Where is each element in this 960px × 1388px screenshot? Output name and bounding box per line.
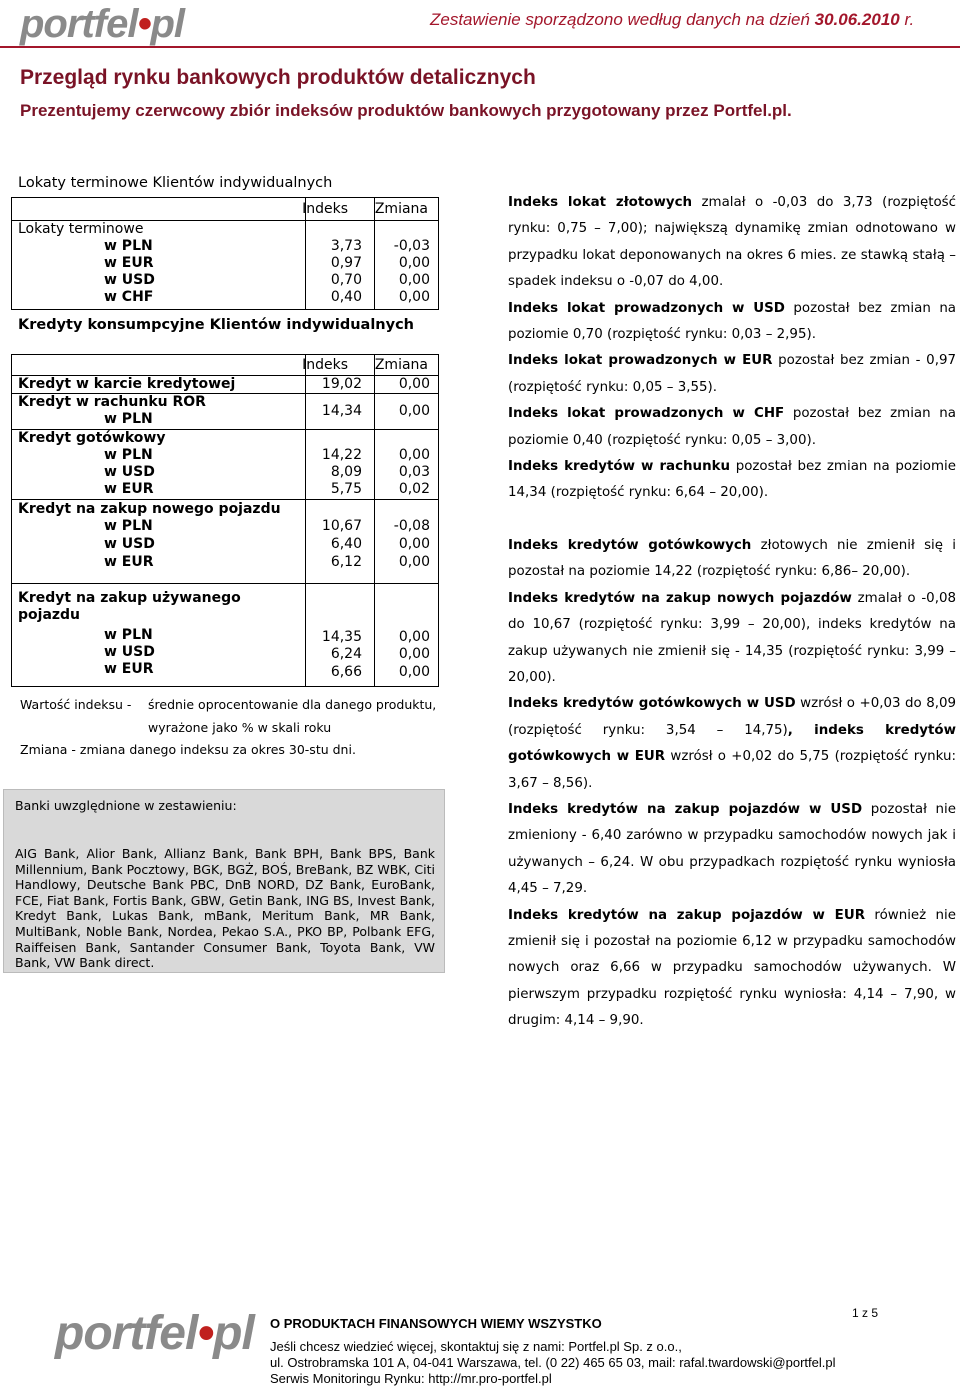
table-row: w USD 6,24 0,00 [104, 644, 430, 662]
page-number: 1 z 5 [852, 1306, 879, 1320]
portfel-logo [20, 2, 184, 47]
deposits-section-title: Lokaty terminowe Klientów indywidualnych [18, 175, 333, 191]
legend-index-label: Wartość indeksu - [20, 697, 132, 712]
footer-logo: portfel•pl [55, 1307, 254, 1360]
table-row: w EUR 6,66 0,00 [104, 661, 430, 680]
table-row: w USD 6,40 0,00 [104, 536, 430, 552]
table-row: w PLN 10,67 -0,08 [104, 518, 430, 534]
col-index-header: Indeks [302, 357, 348, 373]
logo-main-text: portfel [20, 2, 138, 46]
deposits-header-row [12, 201, 438, 219]
col-change-header: Zmiana [374, 201, 428, 217]
table-row: Kredyt na zakup nowego pojazdu [18, 501, 281, 517]
footer-title: O PRODUKTACH FINANSOWYCH WIEMY WSZYSTKO [270, 1316, 602, 1331]
legend-change-desc: Zmiana - zmiana danego indeksu za okres 30-stu dni. [20, 742, 356, 757]
deposits-table [11, 197, 439, 310]
loans-table [11, 354, 439, 687]
table-row: Kredyt w rachunku ROR [18, 394, 206, 410]
footer-contact: Jeśli chcesz wiedzieć więcej, skontaktuj się z nami: Portfel.pl Sp. z o.o., [270, 1339, 682, 1354]
logo-dot: • [137, 2, 151, 46]
commentary-paragraph: Indeks kredytów na zakup pojazdów w USD pozostał nie zmieniony - 6,40 zarówno w przypadku samochodów nowych jak i używanych – 6,24. W obu przypadkach rozpiętość rynku wyniosła 4,45 – 7,29. [508, 801, 956, 897]
page-subtitle: Prezentujemy czerwcowy zbiór indeksów produktów bankowych przygotowany przez Portfel.pl. [20, 101, 792, 120]
table-row: Kredyt na zakup używanego [18, 590, 241, 606]
banks-list: AIG Bank, Alior Bank, Allianz Bank, Bank BPH, Bank BPS, Bank Millennium, Bank Pocztowy, BGK, BGŻ, BOŚ, BreBank, BZ WBK, Citi Handlowy, Deutsche Bank PBC, DnB NORD, DZ Bank, EuroBank, FCE, Fiat Bank, Fortis Bank, GBW, Getin Bank, ING BS, Invest Bank, Kredyt Bank, Lukas Bank, mBank, Meritum Bank, MR Bank, MultiBank, Noble Bank, Nordea, Pekao S.A., PKO BP, Polbank EFG, Raiffeisen Bank, Santander Consumer Bank, Toyota Bank, VW Bank, VW Bank direct. [15, 846, 435, 971]
table-row: w EUR 5,75 0,02 [104, 481, 430, 497]
commentary-paragraph: Indeks kredytów w rachunku pozostał bez zmian na poziomie 14,34 (rozpiętość rynku: 6,64 – 20,00). [508, 459, 956, 501]
commentary-paragraph: Indeks lokat złotowych zmalał o -0,03 do 3,73 (rozpiętość rynku: 0,75 – 7,00); największą dynamikę zmian odnotowano w przypadku lokat deponowanych na okres 6 mies. ze stawką stałą –spadek indeksu o -0,07 do 4,00. [508, 195, 956, 290]
col-change-header: Zmiana [374, 357, 428, 373]
commentary-paragraph: Indeks kredytów na zakup nowych pojazdów zmalał o -0,08 do 10,67 (rozpiętość rynku: 3,99 – 20,00), indeks kredytów na zakup używanych nie zmienił się - 14,35 (rozpiętość rynku: 3,99 – 20,00). [508, 590, 956, 685]
page-title: Przegląd rynku bankowych produktów detalicznych [20, 66, 536, 89]
loans-section-title: Kredyty konsumpcyjne Klientów indywidualnych [18, 317, 414, 333]
table-row: w CHF 0,40 0,00 [104, 289, 430, 305]
table-row: w USD 8,09 0,03 [104, 464, 430, 480]
legend-index-desc-1: średnie oprocentowanie dla danego produktu, [148, 697, 437, 712]
commentary-paragraph: Indeks lokat prowadzonych w USD pozostał bez zmian na poziomie 0,70 (rozpiętość rynku: 0,03 – 2,95). [508, 300, 957, 343]
deposits-group-label: Lokaty terminowe [18, 221, 144, 237]
table-row: w EUR 6,12 0,00 [104, 554, 430, 570]
table-row: Kredyt gotówkowy [18, 430, 166, 446]
banks-title: Banki uwzględnione w zestawieniu: [15, 798, 237, 813]
table-row: Kredyt w karcie kredytowej 19,02 0,00 [18, 376, 430, 392]
commentary-paragraph: Indeks kredytów gotówkowych w USD wzrósł o +0,03 do 8,09 (rozpiętość rynku: 3,54 – 14,75), indeks kredytów gotówkowych w EUR wzrósł o +0,02 do 5,75 (rozpiętość rynku: 3,67 – 8,56). [508, 696, 957, 791]
table-row: w PLN [104, 411, 153, 427]
loans-header-row [12, 357, 438, 375]
footer-address: ul. Ostrobramska 101 A, 04-041 Warszawa, tel. (0 22) 465 65 03, mail: rafal.twardowski@portfel.pl [270, 1355, 836, 1370]
commentary-paragraph: Indeks kredytów gotówkowych złotowych nie zmienił się i pozostał na poziomie 14,22 (rozpiętość rynku: 6,86– 20,00). [508, 537, 956, 580]
commentary-paragraph: Indeks kredytów na zakup pojazdów w EUR również nie zmienił się i pozostał na poziomie 6,12 w przypadku samochodów nowych oraz 6,66 w przypadku samochodów używanych. W pierwszym przypadku rozpiętość rynku wyniosła: 4,14 – 7,90, w drugim: 4,14 – 9,90. [508, 907, 956, 1029]
table-row: w USD 0,70 0,00 [104, 272, 430, 288]
deposits-group-row [12, 221, 438, 239]
report-date: Zestawienie sporządzono według danych na dzień 30.06.2010 r. [430, 10, 915, 29]
banks-box [3, 789, 445, 973]
table-row: 14,34 0,00 [321, 403, 430, 419]
header-rule [0, 46, 960, 48]
table-row: w PLN 14,35 0,00 [104, 627, 430, 645]
table-row: pojazdu [18, 607, 81, 623]
table-row: w EUR 0,97 0,00 [104, 255, 430, 271]
commentary-paragraph: Indeks lokat prowadzonych w CHF pozostał bez zmian na poziomie 0,40 (rozpiętość rynku: 0,05 – 3,00). [508, 406, 956, 448]
logo-tld-text: pl [150, 2, 184, 46]
legend-index-desc-2: wyrażone jako % w skali roku [148, 720, 332, 735]
table-row: w PLN 14,22 0,00 [104, 447, 430, 463]
footer-link[interactable]: Serwis Monitoringu Rynku: http://mr.pro-portfel.pl [270, 1371, 552, 1386]
report-date-value: 30.06.2010 [814, 10, 900, 29]
commentary-paragraph: Indeks lokat prowadzonych w EUR pozostał bez zmian - 0,97 (rozpiętość rynku: 0,05 – 3,55). [508, 353, 956, 395]
commentary [508, 190, 956, 1035]
table-row: w PLN 3,73 -0,03 [104, 238, 430, 254]
col-index-header: Indeks [302, 201, 348, 217]
